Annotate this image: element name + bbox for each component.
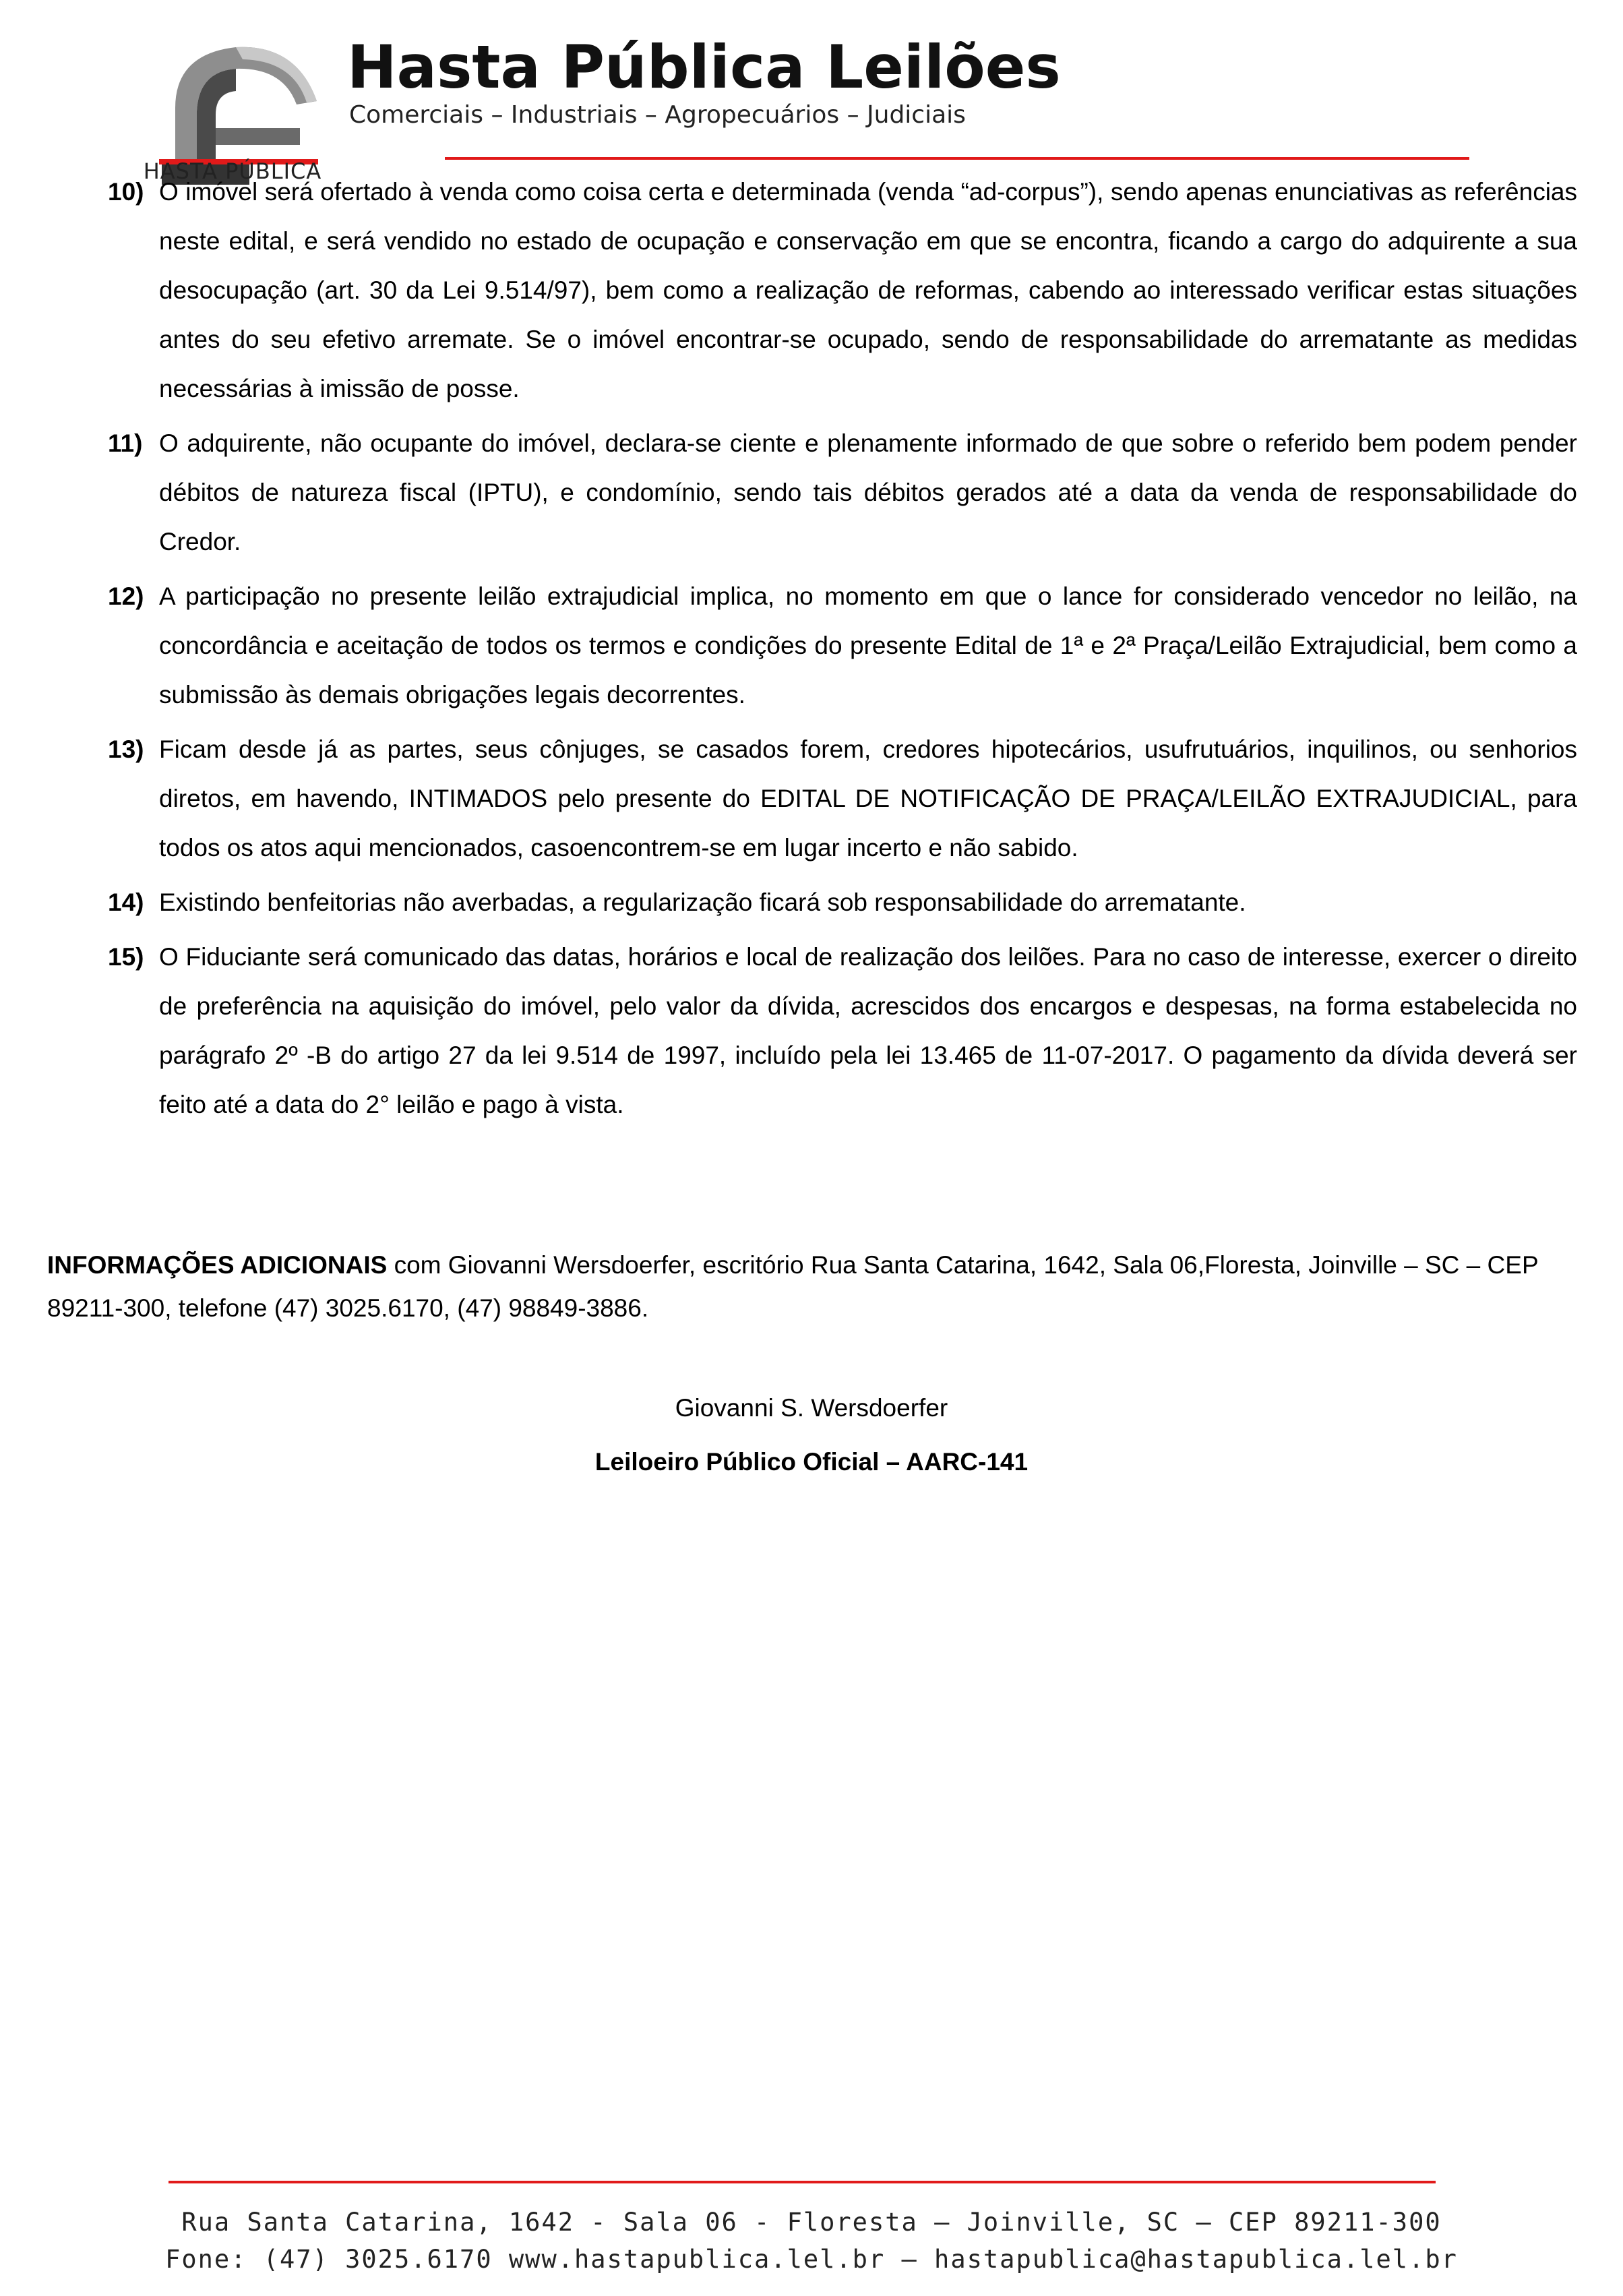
logo-label: HASTA PÚBLICA — [143, 158, 322, 184]
clause-item — [108, 167, 1577, 413]
company-subtitle: Comerciais – Industriais – Agropecuários – Judiciais — [349, 101, 966, 129]
clause-number: 12) — [108, 582, 144, 610]
signature-name: Giovanni S. Wersdoerfer — [675, 1394, 948, 1422]
clause-list — [108, 167, 1577, 1135]
clause-item — [108, 572, 1577, 719]
clause-item — [108, 932, 1577, 1129]
clause-text: O imóvel será ofertado à venda como coisa certa e determinada (venda “ad-corpus”), sendo apenas enunciativas as referências neste edital, e será vendido no estado de ocupação e conservação em que se encontra, ficando a cargo do adquirente a sua desocupação (art. 30 da Lei 9.514/97), bem como a realização de reformas, cabendo ao interessado verificar estas situações antes do seu efetivo arremate. Se o imóvel encontrar-se ocupado, sendo de responsabilidade do arrematante as medidas necessárias à imissão de posse. — [159, 178, 1577, 402]
additional-info-label: INFORMAÇÕES ADICIONAIS — [47, 1251, 388, 1279]
additional-info-text: com Giovanni Wersdoerfer, escritório Rua Santa Catarina, 1642, Sala 06,Floresta, Joinville – SC – CEP 89211-300, telefone (47) 3025.6170, (47) 98849-3886. — [47, 1251, 1538, 1322]
clause-item — [108, 419, 1577, 566]
clause-text: A participação no presente leilão extrajudicial implica, no momento em que o lance for considerado vencedor no leilão, na concordância e aceitação de todos os termos e condições do presente Edital de 1ª e 2ª Praça/Leilão Extrajudicial, bem como a submissão às demais obrigações legais decorrentes. — [159, 582, 1577, 708]
signature-role: Leiloeiro Público Oficial – AARC-141 — [594, 1448, 1029, 1476]
clause-item — [108, 878, 1577, 927]
clause-text: O adquirente, não ocupante do imóvel, declara-se ciente e plenamente informado de que sobre o referido bem podem pender débitos de natureza fiscal (IPTU), e condomínio, sendo tais débitos gerados até a data da venda de responsabilidade do Credor. — [159, 429, 1577, 555]
header-divider — [445, 157, 1469, 160]
company-title: Hasta Pública Leilões — [347, 32, 1061, 102]
footer-address: Rua Santa Catarina, 1642 - Sala 06 - Floresta – Joinville, SC – CEP 89211-300 — [181, 2208, 1442, 2237]
clause-number: 15) — [108, 943, 144, 971]
clause-number: 13) — [108, 735, 144, 763]
clause-number: 11) — [108, 429, 143, 457]
clause-item — [108, 725, 1577, 872]
clause-text: Ficam desde já as partes, seus cônjuges, se casados forem, credores hipotecários, usufrutuários, inquilinos, ou senhorios diretos, em havendo, INTIMADOS pelo presente do EDITAL DE NOTIFICAÇÃO DE PRAÇA/LEILÃO EXTRAJUDICIAL, para todos os atos aqui mencionados, casoencontrem-se em lugar incerto e não sabido. — [159, 735, 1577, 862]
clause-text: Existindo benfeitorias não averbadas, a regularização ficará sob responsabilidade do arrematante. — [159, 888, 1246, 916]
additional-info — [47, 1244, 1550, 1330]
footer-divider — [169, 2181, 1436, 2183]
footer-contact: Fone: (47) 3025.6170 www.hastapublica.lel.br – hastapublica@hastapublica.lel.br — [165, 2245, 1458, 2274]
clause-text: O Fiduciante será comunicado das datas, horários e local de realização dos leilões. Para no caso de interesse, exercer o direito de preferência na aquisição do imóvel, pelo valor da dívida, acrescidos dos encargos e despesas, na forma estabelecida no parágrafo 2º -B do artigo 27 da lei 9.514 de 1997, incluído pela lei 13.465 de 11-07-2017. O pagamento da dívida deverá ser feito até a data do 2° leilão e pago à vista. — [159, 943, 1577, 1118]
clause-number: 14) — [108, 888, 144, 916]
clause-number: 10) — [108, 178, 144, 206]
